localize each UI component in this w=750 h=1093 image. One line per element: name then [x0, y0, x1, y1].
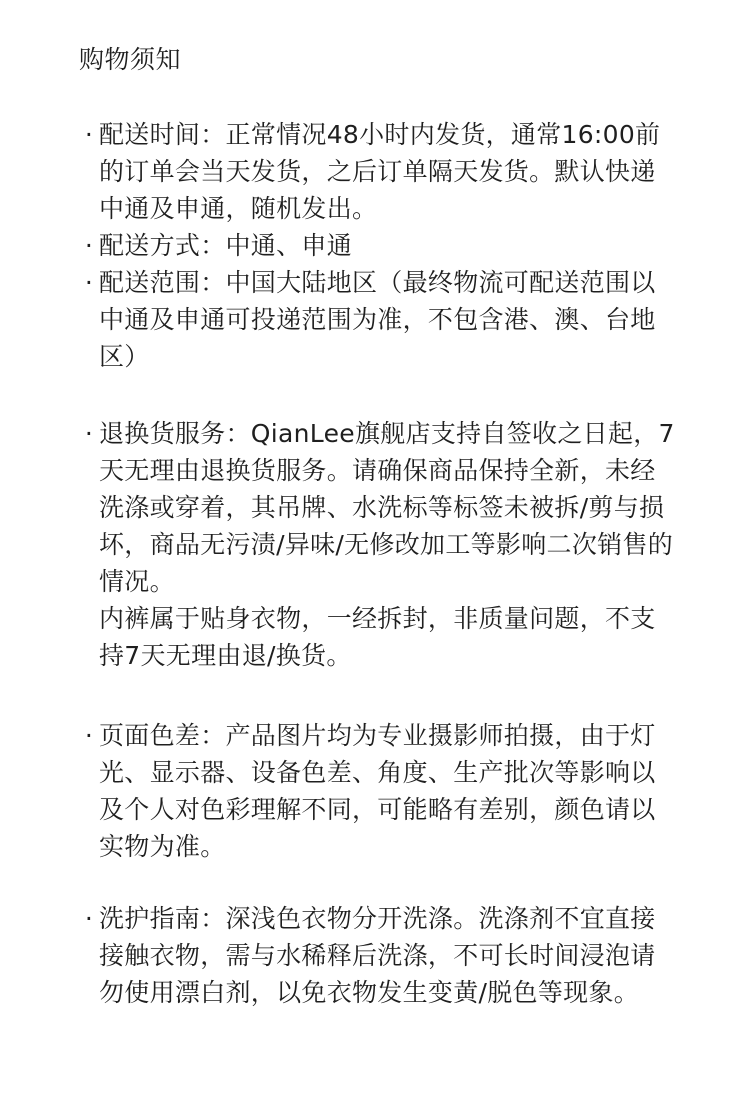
notice-item-delivery-time: [79, 116, 679, 227]
notice-text: 洗护指南：深浅色衣物分开洗涤。洗涤剂不宜直接接触衣物，需与水稀释后洗涤，不可长时间浸泡请勿使用漂白剂，以免衣物发生变黄/脱色等现象。: [99, 904, 656, 1007]
bullet-dot: ·: [84, 721, 94, 750]
notice-text: 退换货服务：QianLee旗舰店支持自签收之日起，7天无理由退换货服务。请确保商品保持全新，未经洗涤或穿着，其吊牌、水洗标等标签未被拆/剪与损坏，商品无污渍/异味/无修改加工等影响二次销售的情况。: [99, 419, 675, 596]
notice-text: 配送方式：中通、申通: [99, 231, 353, 260]
notice-item-delivery-method: [79, 227, 679, 264]
bullet-dot: ·: [84, 268, 94, 297]
notice-text: 配送范围：中国大陆地区（最终物流可配送范围以中通及申通可投递范围为准，不包含港、澳、台地区）: [99, 268, 656, 371]
notice-text: 配送时间：正常情况48小时内发货，通常16:00前的订单会当天发货，之后订单隔天发货。默认快递中通及申通，随机发出。: [99, 120, 661, 223]
notice-text: 页面色差：产品图片均为专业摄影师拍摄，由于灯光、显示器、设备色差、角度、生产批次等影响以及个人对色彩理解不同，可能略有差别，颜色请以实物为准。: [99, 721, 656, 861]
notice-item-color-difference: [79, 717, 679, 865]
page-title: 购物须知: [79, 45, 182, 74]
bullet-dot: ·: [84, 120, 94, 149]
notice-extra-text: 内裤属于贴身衣物，一经拆封，非质量问题，不支持7天无理由退/换货。: [99, 604, 656, 670]
bullet-dot: ·: [84, 904, 94, 933]
notice-item-care-guide: [79, 900, 679, 1011]
notice-item-delivery-range: [79, 264, 679, 375]
bullet-dot: ·: [84, 419, 94, 448]
bullet-dot: ·: [84, 231, 94, 260]
notice-item-return-service: [79, 415, 679, 674]
